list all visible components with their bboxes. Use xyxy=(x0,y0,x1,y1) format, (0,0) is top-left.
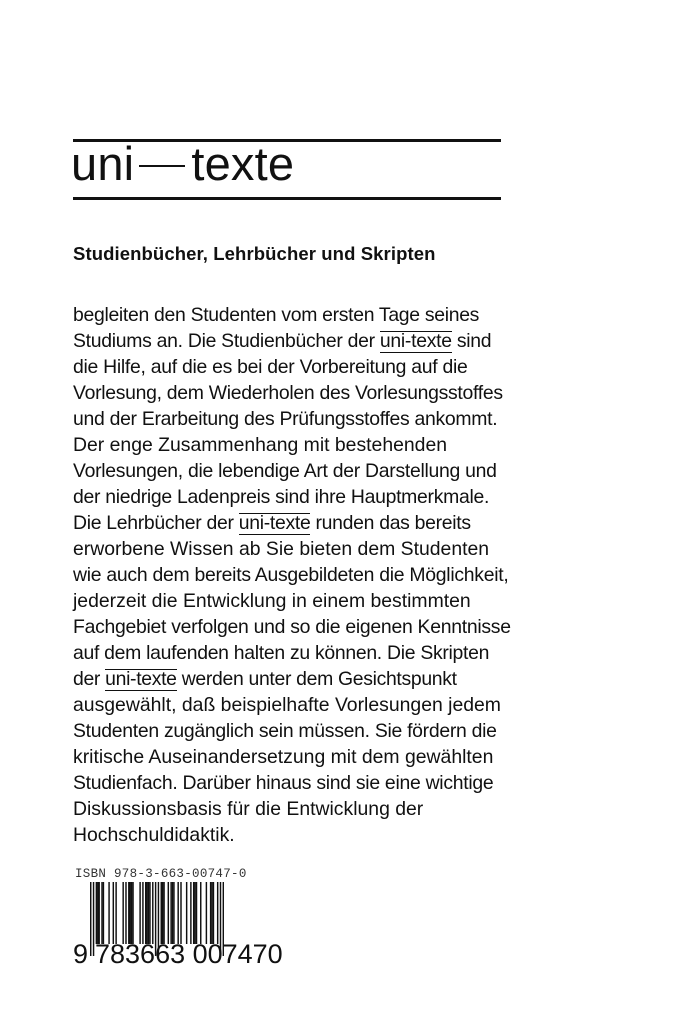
body-text-segment: auf dem laufenden halten zu können. Die Skripten xyxy=(73,642,490,664)
body-text-segment: Hochschuldidaktik. xyxy=(73,824,235,846)
body-text-segment: sind xyxy=(451,330,492,352)
subtitle: Studienbücher, Lehrbücher und Skripten xyxy=(73,243,436,264)
body-line xyxy=(73,458,533,484)
body-text-segment: Studiums an. Die Studienbücher der xyxy=(73,330,380,352)
body-text-segment: Die Lehrbücher der xyxy=(73,512,239,534)
barcode-digit-first: 9 xyxy=(73,939,89,969)
body-line xyxy=(73,666,533,692)
series-logo xyxy=(71,136,294,192)
body-line xyxy=(73,354,533,380)
body-text-segment: Studenten zugänglich sein müssen. Sie fördern die xyxy=(73,720,497,742)
logo-uni: uni xyxy=(71,137,135,190)
logo-texte: texte xyxy=(191,137,295,190)
logo-dash xyxy=(139,165,185,167)
body-line xyxy=(73,640,533,666)
body-text-segment: Studienfach. Darüber hinaus sind sie eine wichtige xyxy=(73,772,494,794)
body-line xyxy=(73,380,533,406)
barcode-digits-rest: 783663 007470 xyxy=(95,939,283,969)
body-text-segment: Vorlesungen, die lebendige Art der Darstellung und xyxy=(73,460,497,482)
isbn-label: ISBN 978-3-663-00747-0 xyxy=(75,867,247,881)
body-line xyxy=(73,770,533,796)
body-line xyxy=(73,302,533,328)
body-line xyxy=(73,536,533,562)
body-text-segment: kritische Auseinandersetzung mit dem gewählten xyxy=(73,746,494,768)
body-line xyxy=(73,510,533,536)
series-name-mark: uni-texte xyxy=(238,512,311,534)
body-text xyxy=(73,302,533,848)
body-line xyxy=(73,484,533,510)
header-rule-bottom xyxy=(73,197,501,200)
body-line xyxy=(73,718,533,744)
body-text-segment: Fachgebiet verfolgen und so die eigenen Kenntnisse xyxy=(73,616,511,638)
series-name-mark: uni-texte xyxy=(105,668,177,690)
body-line xyxy=(73,588,533,614)
body-line xyxy=(73,406,533,432)
series-name-mark: uni-texte xyxy=(379,330,452,352)
body-text-segment: Diskussionsbasis für die Entwicklung der xyxy=(73,798,424,820)
body-text-segment: Vorlesung, dem Wiederholen des Vorlesungsstoffes xyxy=(73,382,503,404)
body-text-segment: und der Erarbeitung des Prüfungsstoffes ankommt. xyxy=(73,408,498,430)
body-line xyxy=(73,692,533,718)
body-text-segment: Der enge Zusammenhang mit bestehenden xyxy=(73,434,448,456)
body-line xyxy=(73,562,533,588)
body-text-segment: der niedrige Ladenpreis sind ihre Hauptmerkmale. xyxy=(73,486,490,508)
body-text-segment: jederzeit die Entwicklung in einem bestimmten xyxy=(73,590,471,612)
body-text-segment: ausgewählt, daß beispielhafte Vorlesungen jedem xyxy=(73,694,501,716)
body-text-segment: begleiten den Studenten vom ersten Tage seines xyxy=(73,304,480,326)
body-line xyxy=(73,744,533,770)
body-line xyxy=(73,328,533,354)
body-line xyxy=(73,822,533,848)
body-text-segment: runden das bereits xyxy=(310,512,471,534)
body-text-segment: wie auch dem bereits Ausgebildeten die Möglichkeit, xyxy=(73,564,509,586)
body-line xyxy=(73,614,533,640)
body-text-segment: erworbene Wissen ab Sie bieten dem Studenten xyxy=(73,538,490,560)
body-text-segment: die Hilfe, auf die es bei der Vorbereitung auf die xyxy=(73,356,468,378)
body-line xyxy=(73,432,533,458)
body-text-segment: der xyxy=(73,668,106,690)
barcode-digits xyxy=(73,940,283,968)
body-line xyxy=(73,796,533,822)
body-text-segment: werden unter dem Gesichtspunkt xyxy=(176,668,457,690)
